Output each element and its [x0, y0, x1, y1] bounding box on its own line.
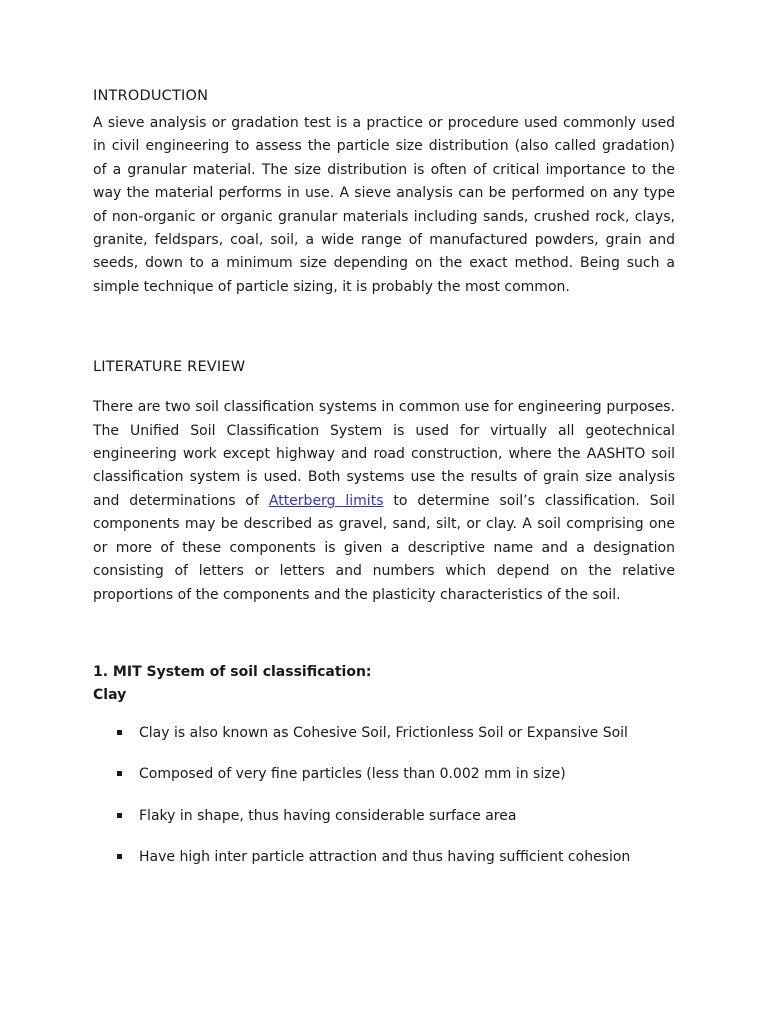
bullet-text: Clay is also known as Cohesive Soil, Frictionless Soil or Expansive Soil	[139, 724, 628, 741]
literature-review-heading: LITERATURE REVIEW	[93, 359, 246, 376]
list-item	[93, 807, 675, 825]
bullet-text: Composed of very fine particles (less than 0.002 mm in size)	[139, 766, 566, 783]
literature-text-before-link: There are two soil classification systems in common use for engineering purposes. The Unified Soil Classification System is used for virtually all geotechnical engineering work except highway and road construction, where the AASHTO soil classification system is used. Both systems use the results of grain size analysis and determinations of	[93, 399, 675, 509]
bullet-text: Flaky in shape, thus having considerable surface area	[139, 807, 517, 824]
mit-system-heading: 1. MIT System of soil classification:	[93, 663, 372, 680]
clay-bullet-list	[93, 724, 675, 867]
literature-text-after-link: to determine soil’s classification. Soil components may be described as gravel, sand, silt, or clay. A soil comprising one or more of these components is given a descriptive name and a designation consisting of letters or letters and numbers which depend on the relative proportions of the components and the plasticity characteristics of the soil.	[93, 492, 675, 603]
introduction-heading: INTRODUCTION	[93, 88, 209, 104]
bullet-text: Have high inter particle attraction and thus having sufficient cohesion	[139, 849, 631, 866]
list-item	[93, 724, 675, 742]
list-item	[93, 765, 675, 783]
square-bullet-icon	[117, 813, 122, 818]
list-item	[93, 848, 675, 866]
square-bullet-icon	[117, 854, 122, 859]
document-page	[93, 86, 675, 890]
square-bullet-icon	[117, 730, 122, 735]
literature-review-paragraph	[93, 396, 675, 607]
square-bullet-icon	[117, 771, 122, 776]
introduction-paragraph: A sieve analysis or gradation test is a practice or procedure used commonly used in civil engineering to assess the particle size distribution (also called gradation) of a granular material. The size distribution is often of critical importance to the way the material performs in use. A sieve analysis can be performed on any type of non-organic or organic granular materials including sands, crushed rock, clays, granite, feldspars, coal, soil, a wide range of manufactured powders, grain and seeds, down to a minimum size depending on the exact method. Being such a simple technique of particle sizing, it is probably the most common.	[93, 115, 675, 295]
clay-subheading: Clay	[93, 687, 127, 704]
atterberg-limits-link[interactable]: Atterberg limits	[268, 492, 384, 509]
